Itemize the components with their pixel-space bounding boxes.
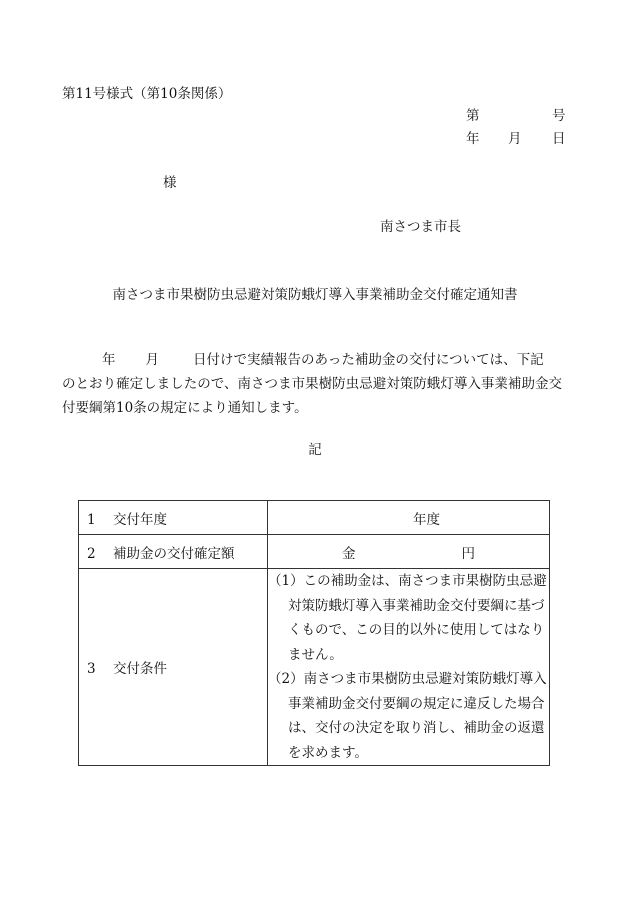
row-label: 補助金の交付確定額	[113, 545, 235, 562]
body-month: 月	[145, 352, 159, 368]
document-title: 南さつま市果樹防虫忌避対策防蛾灯導入事業補助金交付確定通知書	[112, 287, 518, 303]
body-continuation: のとおり確定しましたので、南さつま市果樹防虫忌避対策防蛾灯導入事業補助金交付要綱第10条の規定により通知します。	[62, 376, 562, 416]
table-row	[79, 569, 550, 766]
amount-prefix: 金	[342, 545, 356, 562]
row-label: 交付条件	[113, 661, 167, 677]
condition-item: （1）この補助金は、南さつま市果樹防虫忌避対策防蛾灯導入事業補助金交付要綱に基づくもので、この目的以外に使用してはなりません。	[268, 573, 547, 663]
table-row	[79, 501, 550, 535]
row-label-cell	[79, 569, 268, 766]
ki-heading: 記	[308, 442, 322, 458]
body-first-line	[62, 348, 562, 372]
body-line1-rest: 日付けで実績報告のあった補助金の交付については、下記	[193, 352, 544, 368]
fiscal-year-cell	[268, 501, 550, 535]
condition-item: （2）南さつま市果樹防虫忌避対策防蛾灯導入事業補助金交付要綱の規定に違反した場合は、交付の決定を取り消し、補助金の返還を求めます。	[268, 671, 547, 761]
number-prefix: 第	[466, 108, 480, 124]
number-suffix: 号	[552, 108, 566, 124]
conditions-cell	[268, 569, 550, 766]
fiscal-year-value: 年度	[413, 511, 440, 528]
recipient-honorific: 様	[163, 175, 177, 191]
row-label-cell	[79, 535, 268, 569]
row-index: 3	[87, 661, 96, 677]
row-label-cell	[79, 501, 268, 535]
date-day: 日	[552, 131, 566, 147]
details-table	[78, 500, 550, 766]
issuer-name: 南さつま市長	[380, 219, 461, 235]
body-paragraph	[62, 348, 562, 420]
row-index: 1	[87, 511, 96, 528]
row-label: 交付年度	[113, 511, 167, 528]
body-year: 年	[102, 352, 116, 368]
date-month: 月	[508, 131, 522, 147]
form-label: 第11号様式（第10条関係）	[62, 86, 232, 102]
table-row	[79, 535, 550, 569]
row-index: 2	[87, 545, 96, 562]
amount-suffix: 円	[461, 545, 475, 562]
amount-cell	[268, 535, 550, 569]
date-year: 年	[466, 131, 480, 147]
